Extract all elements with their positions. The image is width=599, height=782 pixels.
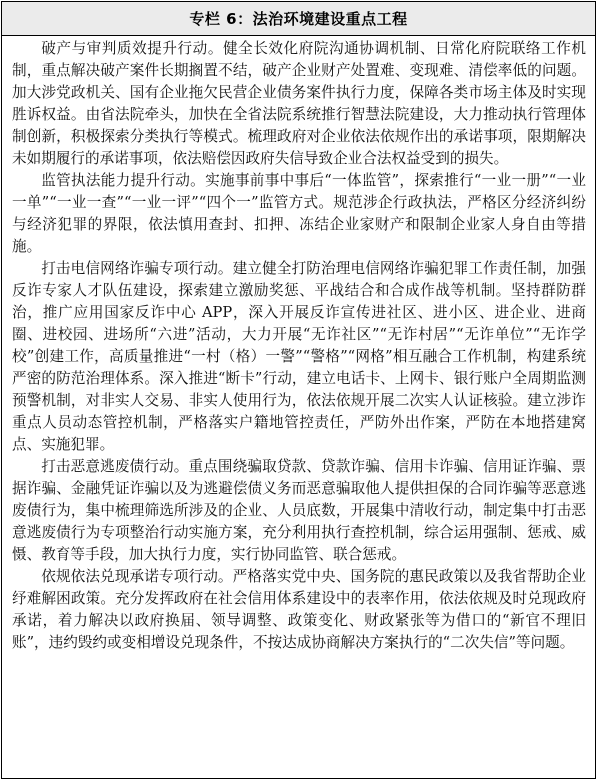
paragraph [12, 456, 586, 566]
paragraph-body: 实施事前事中事后“一体监管”，探索推行“一业一册”“一业一单”“一业一查”“一业一评”“四个一”监管方式。规范涉企行政执法，严格区分经济纠纷与经济犯罪的界限，依法慎用查封、扣押、冻结企业家财产和限制企业家人身自由等措施。 [12, 172, 586, 255]
paragraph [12, 38, 586, 170]
paragraph [12, 566, 586, 654]
paragraph-body: 建立健全打防治理电信网络诈骗犯罪工作责任制，加强反诈专家人才队伍建设，探索建立激励奖惩、平战结合和合成作战等机制。坚持群防群治，推广应用国家反诈中心 APP，深入开展反诈宣传进社区、进小区、进企业、进商圈、进校园、进场所“六进”活动，大力开展“无诈社区”“无诈村居”“无诈单位”“无诈学校”创建工作，高质量推进“一村（格）一警”“警格”“网格”相互融合工作机制，构建系统严密的防范治理体系。深入推进“断卡”行动，建立电话卡、上网卡、银行账户全周期监测预警机制，对非实人交易、非实人使用行为，依法依规开展二次实人认证核验。建立涉诈重点人员动态管控机制，严格落实户籍地管控责任，严防外出作案，严防在本地搭建窝点、实施犯罪。 [12, 260, 586, 453]
feature-box [1, 1, 596, 779]
paragraph-heading: 依规依法兑现承诺专项行动。 [41, 568, 233, 585]
paragraph-heading: 监管执法能力提升行动。 [41, 172, 206, 189]
paragraph [12, 258, 586, 456]
paragraph-heading: 打击恶意逃废债行动。 [41, 458, 189, 475]
paragraph [12, 170, 586, 258]
paragraph-body: 严格落实党中央、国务院的惠民政策以及我省帮助企业纾难解困政策。充分发挥政府在社会信用体系建设中的表率作用，依法依规及时兑现政府承诺，着力解决以政府换届、领导调整、政策变化、财政紧张等为借口的“新官不理旧账”，违约毁约或变相增设兑现条件，不按达成协商解决方案执行的“二次失信”等问题。 [12, 568, 586, 651]
box-content [2, 36, 595, 654]
box-header [2, 2, 595, 36]
paragraph-body: 重点围绕骗取贷款、贷款诈骗、信用卡诈骗、信用证诈骗、票据诈骗、金融凭证诈骗以及为逃避偿债义务而恶意骗取他人提供担保的合同诈骗等恶意逃废债行为，集中梳理筛选所涉及的企业、人员底数，开展集中清收行动，制定集中打击恶意逃废债行为专项整治行动实施方案，充分利用执行查控机制，综合运用强制、惩戒、威慑、教育等手段，加大执行力度，实行协同监管、联合惩戒。 [12, 458, 586, 563]
paragraph-body: 健全长效化府院沟通协调机制、日常化府院联络工作机制，重点解决破产案件长期搁置不结，破产企业财产处置难、变现难、清偿率低的问题。加大涉党政机关、国有企业拖欠民营企业债务案件执行力度，保障各类市场主体及时实现胜诉权益。由省法院牵头，加快在全省法院系统推行智慧法院建设，大力推动执行管理体制创新，积极探索分类执行等模式。梳理政府对企业依法依规作出的承诺事项，限期解决未如期履行的承诺事项，依法赔偿因政府失信导致企业合法权益受到的损失。 [12, 40, 586, 167]
box-title: 专栏 6：法治环境建设重点工程 [189, 10, 408, 28]
paragraph-heading: 破产与审判质效提升行动。 [41, 40, 223, 57]
paragraph-heading: 打击电信网络诈骗专项行动。 [41, 260, 233, 277]
